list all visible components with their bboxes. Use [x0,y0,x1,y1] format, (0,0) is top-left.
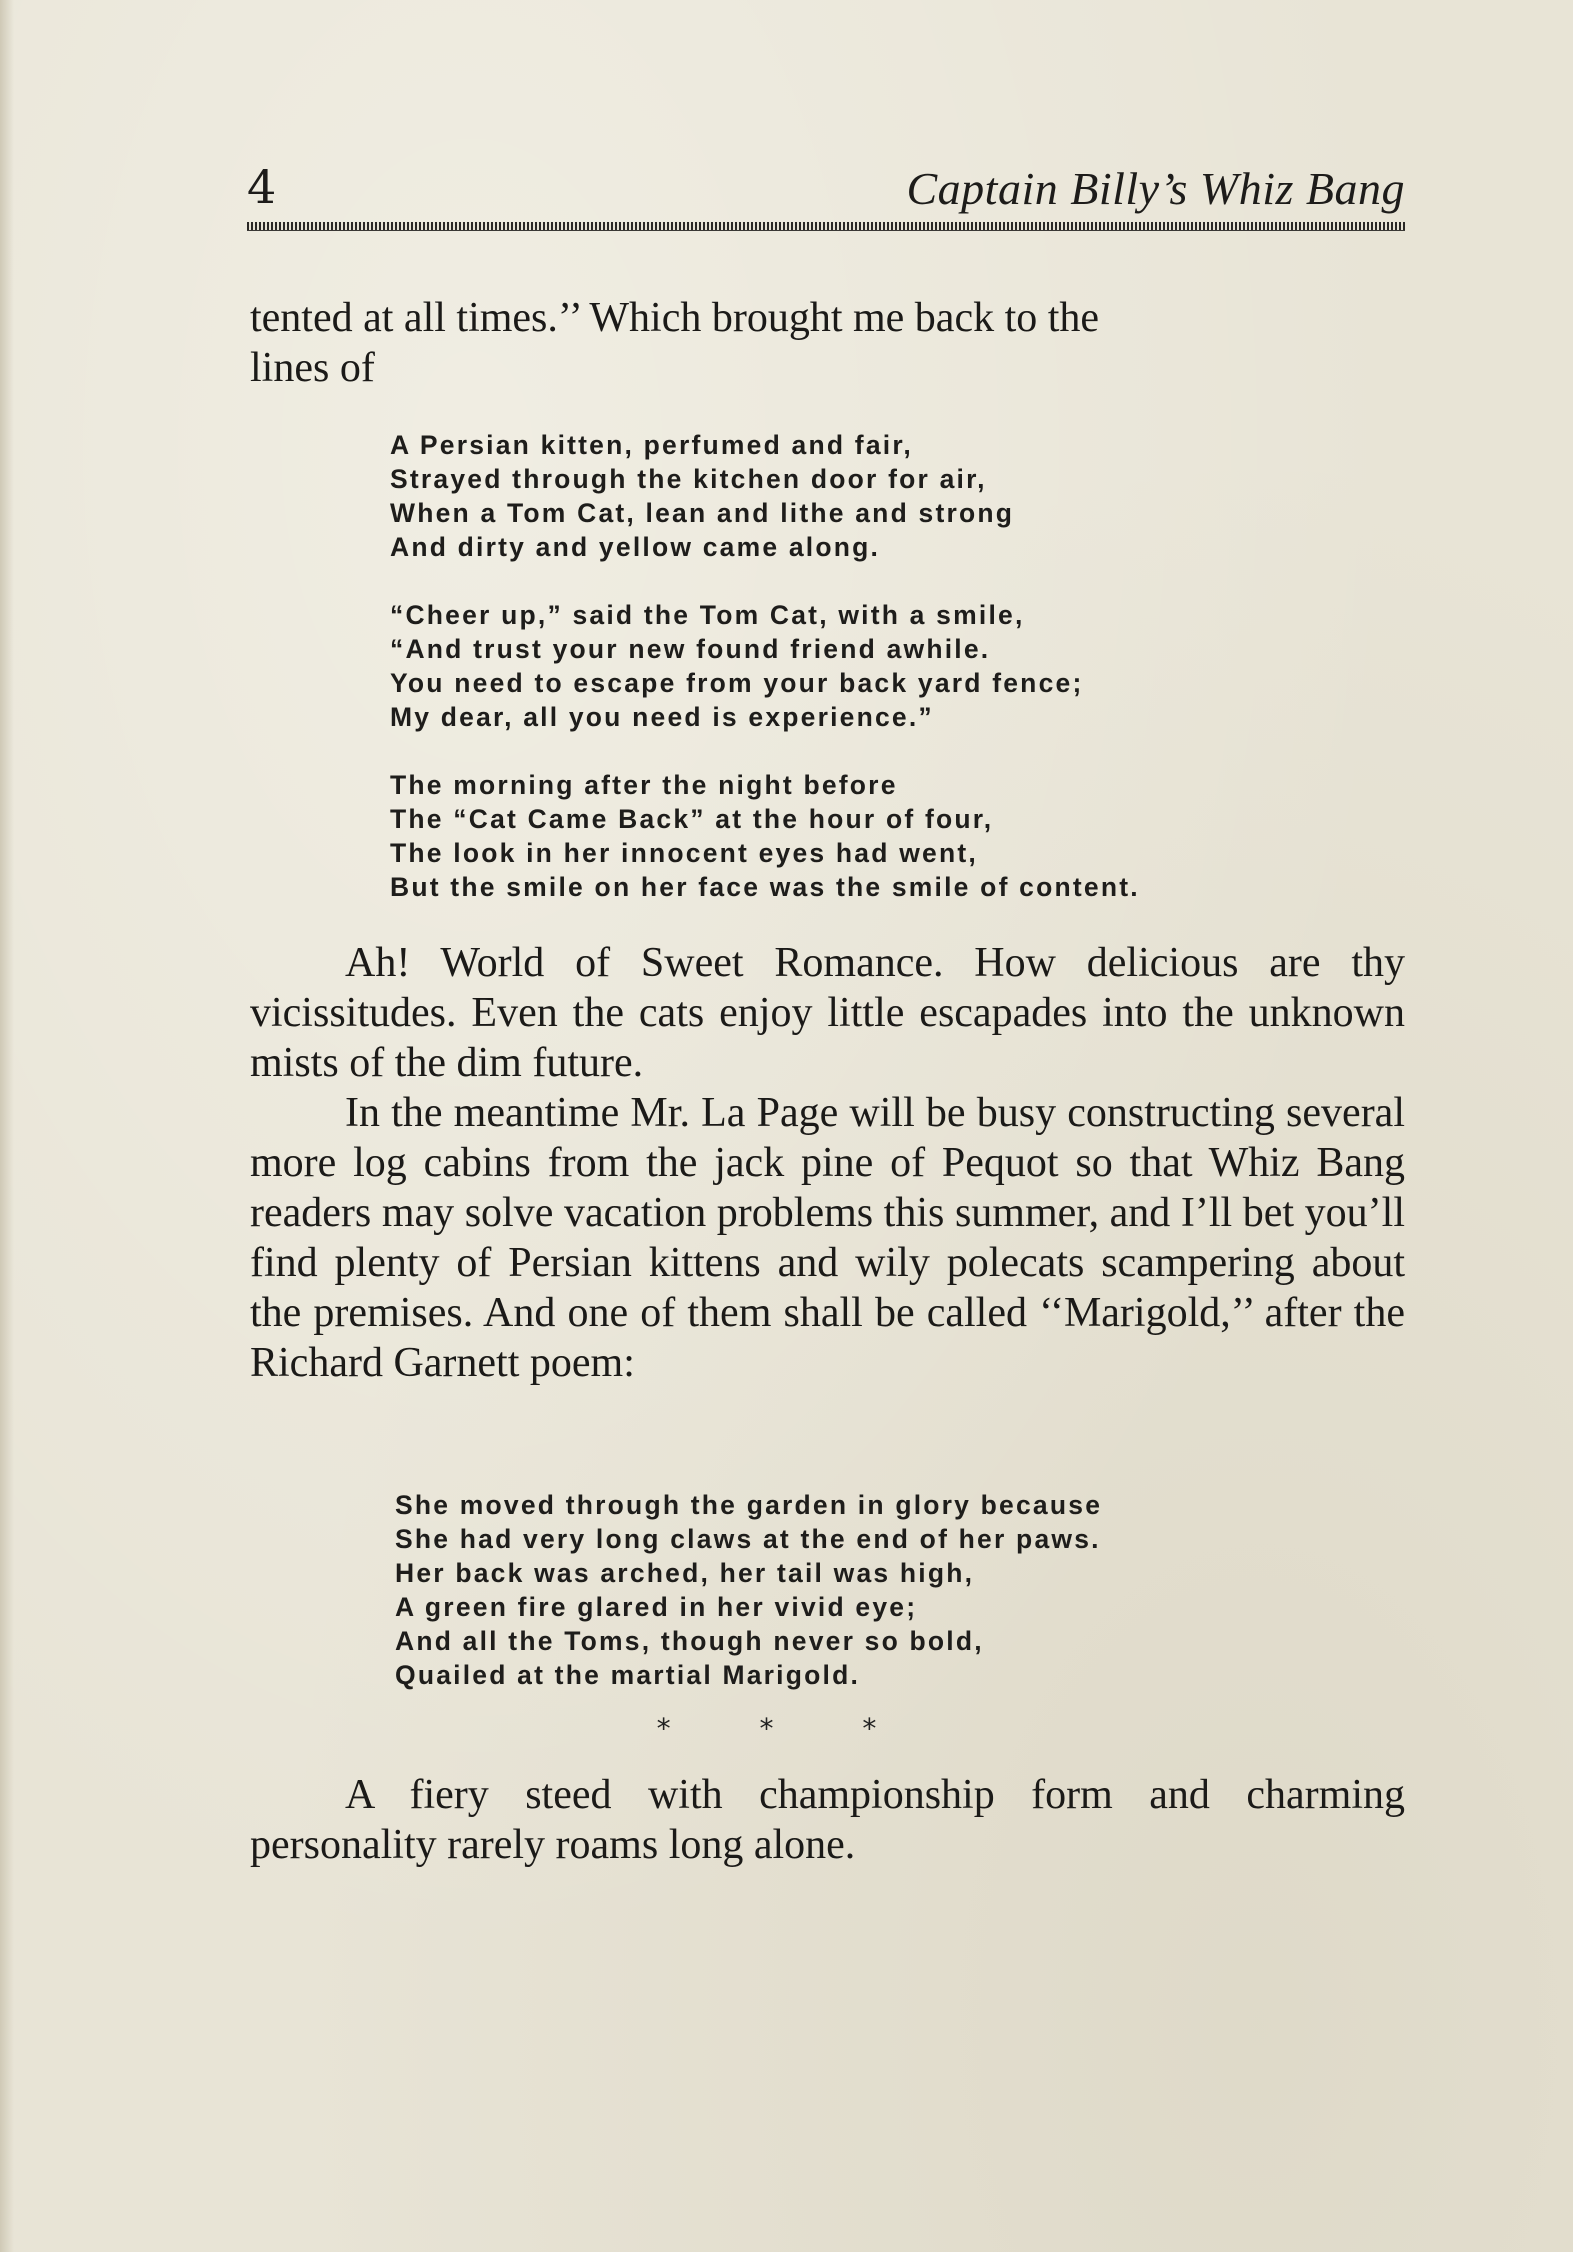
header-rule-base [247,230,1405,231]
poem-line: My dear, all you need is experience.” [390,702,934,732]
paragraph-lapage: In the meantime Mr. La Page will be busy constructing several more log cabins from the jack pine of Pequot so that Whiz Bang readers may solve vacation problems this summer, and I’ll bet you’ll find plenty of Persian kittens and wily polecats scampering about the premises. And one of them shall be called ‘‘Marigold,’’ after the Richard Garnett poem: [250,1090,1405,1386]
paragraph-steed-block [250,1770,1405,1870]
paragraph-steed: A fiery steed with championship form and charming personality rarely roams long alone. [250,1772,1405,1868]
poem-line: A green fire glared in her vivid eye; [395,1592,918,1622]
journal-title: Captain Billy’s Whiz Bang [906,163,1405,214]
section-separator: * * * [656,1712,917,1745]
poem-line: And all the Toms, though never so bold, [395,1626,984,1656]
poem-line: But the smile on her face was the smile of content. [390,872,1140,902]
poem-cat-stanza-3 [390,768,1390,904]
poem-line: Strayed through the kitchen door for air, [390,464,987,494]
poem-line: She moved through the garden in glory because [395,1490,1103,1520]
poem-cat-stanza-2 [390,598,1390,734]
poem-line: A Persian kitten, perfumed and fair, [390,430,913,460]
poem-cat-stanza-1 [390,428,1390,564]
page-number: 4 [247,160,277,214]
running-head [247,160,1405,220]
poem-line: Her back was arched, her tail was high, [395,1558,975,1588]
header-rule [247,222,1405,230]
poem-line: You need to escape from your back yard fence; [390,668,1084,698]
poem-line: Quailed at the martial Marigold. [395,1660,861,1690]
page-edge-shadow [0,0,14,2252]
poem-line: The look in her innocent eyes had went, [390,838,978,868]
poem-line: And dirty and yellow came along. [390,532,881,562]
intro-line-1: tented at all times.’’ Which brought me back to the [250,295,1100,341]
poem-line: “And trust your new found friend awhile. [390,634,991,664]
poem-cat [390,428,1390,904]
paragraph-romance: Ah! World of Sweet Romance. How delicious are thy vicissitudes. Even the cats enjoy little escapades into the unknown mists of the dim future. [250,940,1405,1086]
poem-line: The morning after the night before [390,770,898,800]
poem-line: She had very long claws at the end of her paws. [395,1524,1101,1554]
poem-line: When a Tom Cat, lean and lithe and strong [390,498,1015,528]
poem-line: The “Cat Came Back” at the hour of four, [390,804,994,834]
paragraph-block-main [250,938,1405,1388]
poem-line: “Cheer up,” said the Tom Cat, with a smile, [390,600,1025,630]
intro-line-2: lines of [250,345,375,391]
paragraph-intro [250,293,1405,393]
poem-marigold [395,1488,1395,1692]
